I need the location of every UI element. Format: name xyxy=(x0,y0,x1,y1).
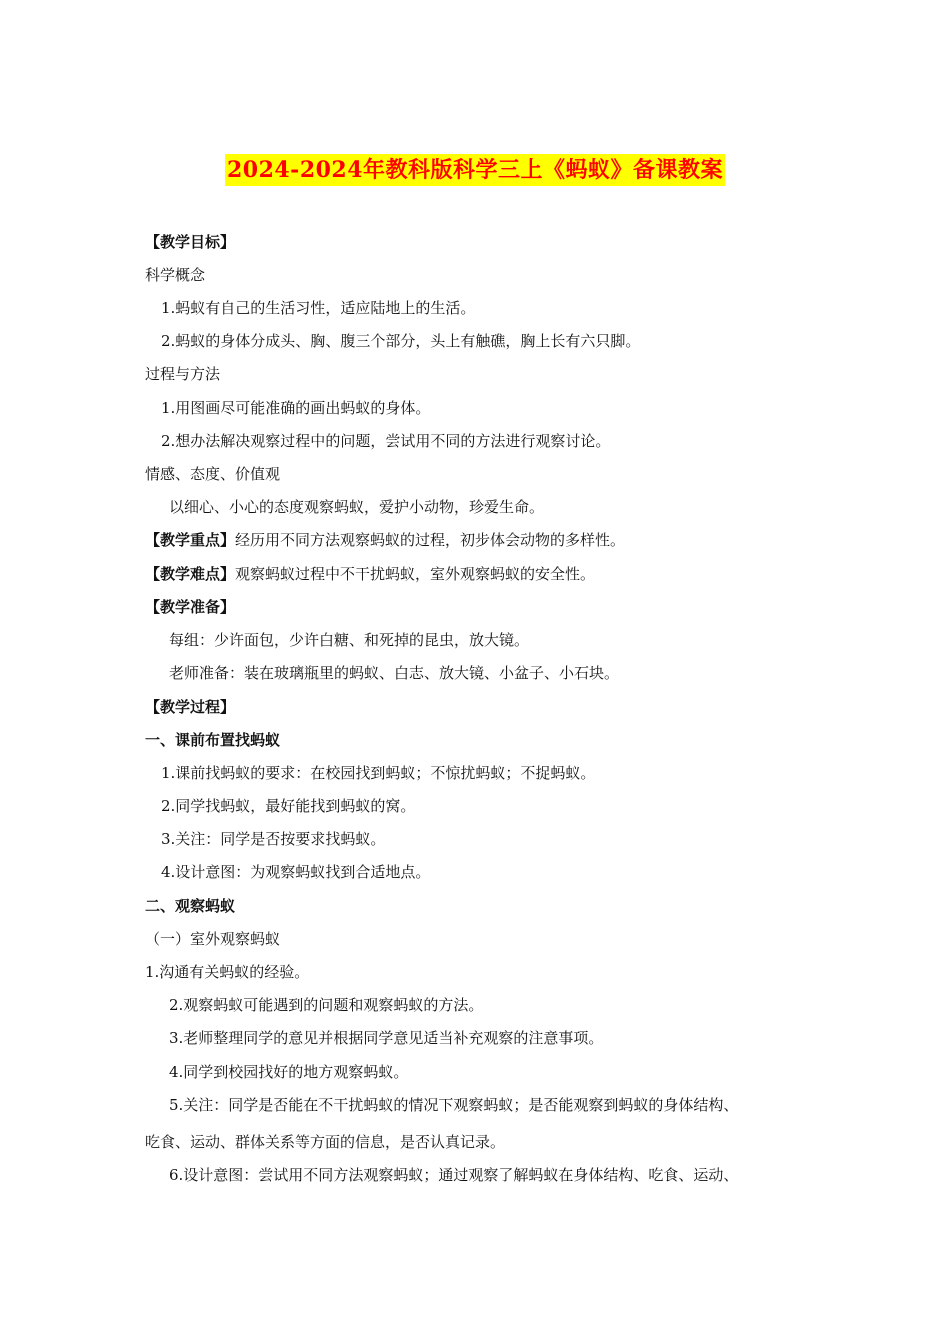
part2-item: 3.老师整理同学的意见并根据同学意见适当补充观察的注意事项。 xyxy=(169,1029,604,1047)
attitude-text: 以细心、小心的态度观察蚂蚁，爱护小动物，珍爱生命。 xyxy=(169,498,545,516)
part2-item: 6.设计意图：尝试用不同方法观察蚂蚁；通过观察了解蚂蚁在身体结构、吃食、运动、 xyxy=(169,1166,739,1184)
process-section-heading: 【教学过程】 xyxy=(145,698,236,716)
part2-sub-heading: （一）室外观察蚂蚁 xyxy=(145,930,281,948)
difficulty-text: 观察蚂蚁过程中不干扰蚂蚁，室外观察蚂蚁的安全性。 xyxy=(235,565,596,583)
part1-heading: 一、课前布置找蚂蚁 xyxy=(145,731,281,749)
preparation-item: 每组：少许面包，少许白糖、和死掉的昆虫，放大镜。 xyxy=(169,631,530,649)
preparation-heading: 【教学准备】 xyxy=(145,598,236,616)
part2-item: 5.关注：同学是否能在不干扰蚂蚁的情况下观察蚂蚁；是否能观察到蚂蚁的身体结构、 xyxy=(169,1096,739,1114)
part2-item: 2.观察蚂蚁可能遇到的问题和观察蚂蚁的方法。 xyxy=(169,996,484,1014)
concept-heading: 科学概念 xyxy=(145,266,206,284)
concept-item: 2.蚂蚁的身体分成头、胸、腹三个部分，头上有触礁，胸上长有六只脚。 xyxy=(161,332,641,350)
preparation-item: 老师准备：装在玻璃瓶里的蚂蚁、白志、放大镜、小盆子、小石块。 xyxy=(169,664,620,682)
part2-item: 4.同学到校园找好的地方观察蚂蚁。 xyxy=(169,1063,409,1081)
part1-item: 1.课前找蚂蚁的要求：在校园找到蚂蚁；不惊扰蚂蚁；不捉蚂蚁。 xyxy=(161,764,596,782)
part1-item: 4.设计意图：为观察蚂蚁找到合适地点。 xyxy=(161,863,431,881)
part1-item: 2.同学找蚂蚁，最好能找到蚂蚁的窝。 xyxy=(161,797,416,815)
concept-item: 1.蚂蚁有自己的生活习性，适应陆地上的生活。 xyxy=(161,299,476,317)
part1-item: 3.关注：同学是否按要求找蚂蚁。 xyxy=(161,830,386,848)
process-heading: 过程与方法 xyxy=(145,365,221,383)
process-item: 1.用图画尽可能准确的画出蚂蚁的身体。 xyxy=(161,399,431,417)
attitude-heading: 情感、态度、价值观 xyxy=(145,465,281,483)
part2-item-continued: 吃食、运动、群体关系等方面的信息，是否认真记录。 xyxy=(145,1133,506,1151)
objectives-heading: 【教学目标】 xyxy=(145,233,236,251)
difficulty-label: 【教学难点】 xyxy=(145,565,236,583)
key-point-label: 【教学重点】 xyxy=(145,531,236,549)
part2-item: 1.沟通有关蚂蚁的经验。 xyxy=(145,963,310,981)
difficulty-line xyxy=(145,564,595,584)
key-point-line xyxy=(145,530,625,550)
document-title: 2024-2024年教科版科学三上《蚂蚁》备课教案 xyxy=(225,154,725,186)
title-container xyxy=(0,154,950,186)
key-point-text: 经历用不同方法观察蚂蚁的过程，初步体会动物的多样性。 xyxy=(235,531,626,549)
part2-heading: 二、观察蚂蚁 xyxy=(145,897,236,915)
process-item: 2.想办法解决观察过程中的问题，尝试用不同的方法进行观察讨论。 xyxy=(161,432,611,450)
